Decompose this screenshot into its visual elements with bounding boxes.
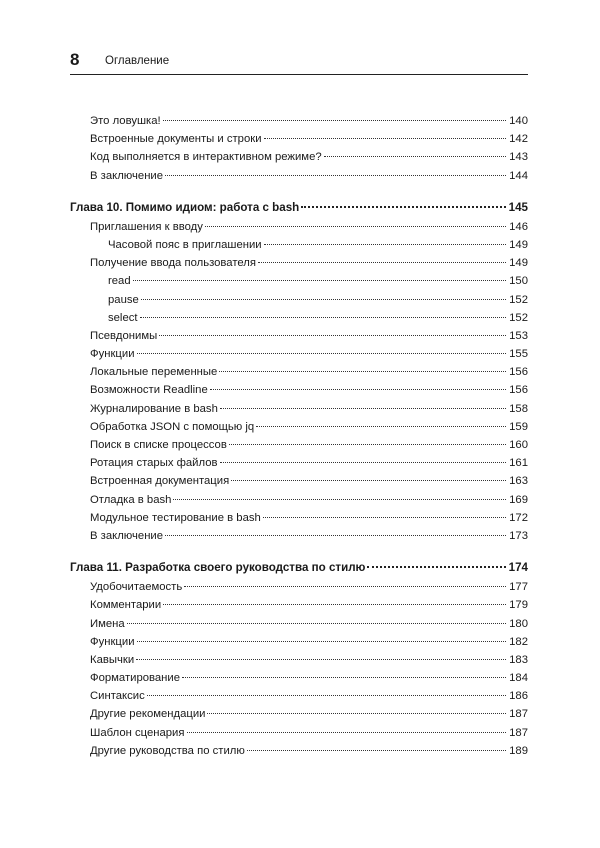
toc-entry[interactable] <box>70 705 528 723</box>
toc-entry-page: 158 <box>509 402 528 415</box>
toc-entry-title: Встроенные документы и строки <box>90 133 262 146</box>
toc-entry-page: 169 <box>509 493 528 506</box>
toc-entry-title: Встроенная документация <box>90 475 230 488</box>
dot-leader <box>165 534 506 536</box>
toc-entry-page: 189 <box>509 744 528 757</box>
toc-entry-page: 156 <box>509 384 528 397</box>
toc-entry-page: 152 <box>509 311 528 324</box>
toc-entry-page: 140 <box>509 115 528 127</box>
toc-entry-title: pause <box>108 293 139 306</box>
dot-leader <box>256 425 506 427</box>
toc-entry-title: Форматирование <box>90 672 180 685</box>
toc-entry-title: Комментарии <box>90 599 162 612</box>
dot-leader <box>141 298 506 300</box>
toc-entry-page: 177 <box>509 581 528 594</box>
toc-entry-page: 153 <box>509 329 528 342</box>
running-title: Оглавление <box>105 55 170 67</box>
page-number: 8 <box>70 50 80 69</box>
toc-chapter-10-block <box>70 198 528 545</box>
toc-entry[interactable] <box>70 509 528 527</box>
toc-entry-page: 182 <box>509 635 528 648</box>
toc-entry[interactable] <box>70 381 528 399</box>
toc-entry-title: Синтаксис <box>90 690 145 703</box>
toc-entry-page: 174 <box>508 561 528 575</box>
toc-entry-page: 145 <box>508 200 528 214</box>
toc-entry-page: 146 <box>509 220 528 233</box>
toc-entry[interactable] <box>70 491 528 509</box>
dot-leader <box>210 388 506 390</box>
dot-leader <box>173 498 506 500</box>
toc-entry-title: Глава 10. Помимо идиом: работа с bash <box>70 200 300 214</box>
dot-leader <box>137 352 507 354</box>
toc-entry[interactable] <box>70 436 528 454</box>
toc-entry-title: Функции <box>90 635 135 648</box>
toc-entry-page: 184 <box>509 672 528 685</box>
toc-entry-title: В заключение <box>90 529 164 542</box>
dot-leader <box>137 640 507 642</box>
toc-entry-title: Другие рекомендации <box>90 708 206 721</box>
toc-entry[interactable] <box>70 742 528 760</box>
dot-leader <box>220 407 506 409</box>
toc-entry-page: 149 <box>509 238 528 251</box>
toc-entry-title: Возможности Readline <box>90 384 208 397</box>
toc-entry[interactable] <box>70 454 528 472</box>
toc-entry-title: Модульное тестирование в bash <box>90 511 261 524</box>
toc-entry-page: 179 <box>509 599 528 612</box>
dot-leader <box>127 622 506 624</box>
toc-entry-page: 173 <box>509 529 528 542</box>
toc-entry-page: 143 <box>509 151 528 164</box>
toc-entry[interactable] <box>70 615 528 633</box>
toc-entry-title: select <box>108 311 138 324</box>
toc-entry-title: Глава 11. Разработка своего руководства по стилю <box>70 561 366 575</box>
dot-leader <box>205 225 506 227</box>
toc-entry-title: Псевдонимы <box>90 329 158 342</box>
dot-leader <box>229 443 506 445</box>
dot-leader <box>184 585 506 587</box>
toc-entry[interactable] <box>70 148 528 166</box>
dot-leader <box>182 676 506 678</box>
toc-entry[interactable] <box>70 363 528 381</box>
toc-entry-page: 163 <box>509 475 528 488</box>
toc-entry[interactable] <box>70 400 528 418</box>
toc-entry-page: 180 <box>509 617 528 630</box>
toc-entry-title: Ротация старых файлов <box>90 457 218 470</box>
dot-leader <box>133 279 507 281</box>
toc-entry[interactable] <box>70 596 528 614</box>
toc-entry-page: 144 <box>509 169 528 182</box>
toc-entry-page: 161 <box>509 457 528 470</box>
toc-entry[interactable] <box>70 345 528 363</box>
toc-subentry[interactable] <box>70 291 528 309</box>
dot-leader <box>264 243 507 245</box>
toc-entry[interactable] <box>70 669 528 687</box>
toc-subentry[interactable] <box>70 272 528 290</box>
toc-entry-page: 183 <box>509 653 528 666</box>
dot-leader <box>147 694 506 696</box>
toc-entry[interactable] <box>70 527 528 545</box>
toc-chapter-heading[interactable] <box>70 558 528 578</box>
toc-entry[interactable] <box>70 687 528 705</box>
toc-entry[interactable] <box>70 472 528 490</box>
toc-entry[interactable] <box>70 167 528 185</box>
toc-entry-title: Получение ввода пользователя <box>90 257 256 270</box>
toc-entry-title: В заключение <box>90 169 164 182</box>
toc-entry[interactable] <box>70 651 528 669</box>
dot-leader <box>140 316 507 318</box>
toc-entry-title: Другие руководства по стилю <box>90 744 245 757</box>
toc-entry[interactable] <box>70 633 528 651</box>
toc-entry-page: 156 <box>509 366 528 379</box>
toc-entry[interactable] <box>70 724 528 742</box>
toc-entry[interactable] <box>70 418 528 436</box>
toc-entry-title: Приглашения к вводу <box>90 220 203 233</box>
toc-entry-page: 142 <box>509 133 528 146</box>
toc-entry-title: Функции <box>90 348 135 361</box>
dot-leader <box>165 174 506 176</box>
toc-entry-page: 187 <box>509 708 528 721</box>
toc-entry-title: Шаблон сценария <box>90 726 185 739</box>
toc-entry-title: Код выполняется в интерактивном режиме? <box>90 151 322 164</box>
toc-entry-page: 155 <box>509 348 528 361</box>
page-header <box>70 50 528 75</box>
dot-leader <box>219 370 506 372</box>
dot-leader <box>301 205 505 208</box>
dot-leader <box>264 137 507 139</box>
toc-subentry[interactable] <box>70 309 528 327</box>
table-of-contents <box>70 112 528 760</box>
dot-leader <box>163 119 506 121</box>
toc-entry-title: Это ловушка! <box>90 115 161 127</box>
toc-entry-title: Локальные переменные <box>90 366 218 379</box>
toc-entry-page: 172 <box>509 511 528 524</box>
toc-chapter-heading[interactable] <box>70 198 528 218</box>
toc-entry-title: Поиск в списке процессов <box>90 439 227 451</box>
toc-entry[interactable] <box>70 112 528 130</box>
toc-entry[interactable] <box>70 254 528 272</box>
dot-leader <box>367 565 505 568</box>
toc-entry-title: Отладка в bash <box>90 493 172 506</box>
dot-leader <box>220 461 507 463</box>
toc-entry-title: Имена <box>90 617 125 630</box>
toc-entry-page: 160 <box>509 439 528 451</box>
dot-leader <box>187 731 507 733</box>
dot-leader <box>247 749 506 751</box>
toc-entry-page: 152 <box>509 293 528 306</box>
toc-entry-title: Кавычки <box>90 653 135 666</box>
dot-leader <box>159 334 506 336</box>
toc-entry-page: 150 <box>509 275 528 288</box>
toc-entry[interactable] <box>70 130 528 148</box>
dot-leader <box>324 155 507 157</box>
toc-entry-title: Часовой пояс в приглашении <box>108 238 262 251</box>
toc-entry-title: Удобочитаемость <box>90 581 183 594</box>
dot-leader <box>163 603 506 605</box>
toc-entry[interactable] <box>70 218 528 236</box>
toc-intro-block <box>70 112 528 185</box>
dot-leader <box>258 261 506 263</box>
toc-subentry[interactable] <box>70 236 528 254</box>
toc-entry-page: 187 <box>509 726 528 739</box>
toc-chapter-11-block <box>70 558 528 760</box>
toc-entry-page: 159 <box>509 420 528 433</box>
toc-entry[interactable] <box>70 327 528 345</box>
toc-entry-page: 149 <box>509 257 528 270</box>
dot-leader <box>136 658 506 660</box>
dot-leader <box>263 516 506 518</box>
toc-entry-title: read <box>108 275 131 288</box>
dot-leader <box>231 479 506 481</box>
dot-leader <box>207 712 506 714</box>
toc-entry-page: 186 <box>509 690 528 703</box>
toc-entry-title: Обработка JSON с помощью jq <box>90 420 255 433</box>
toc-entry-title: Журналирование в bash <box>90 402 218 415</box>
toc-entry[interactable] <box>70 578 528 596</box>
